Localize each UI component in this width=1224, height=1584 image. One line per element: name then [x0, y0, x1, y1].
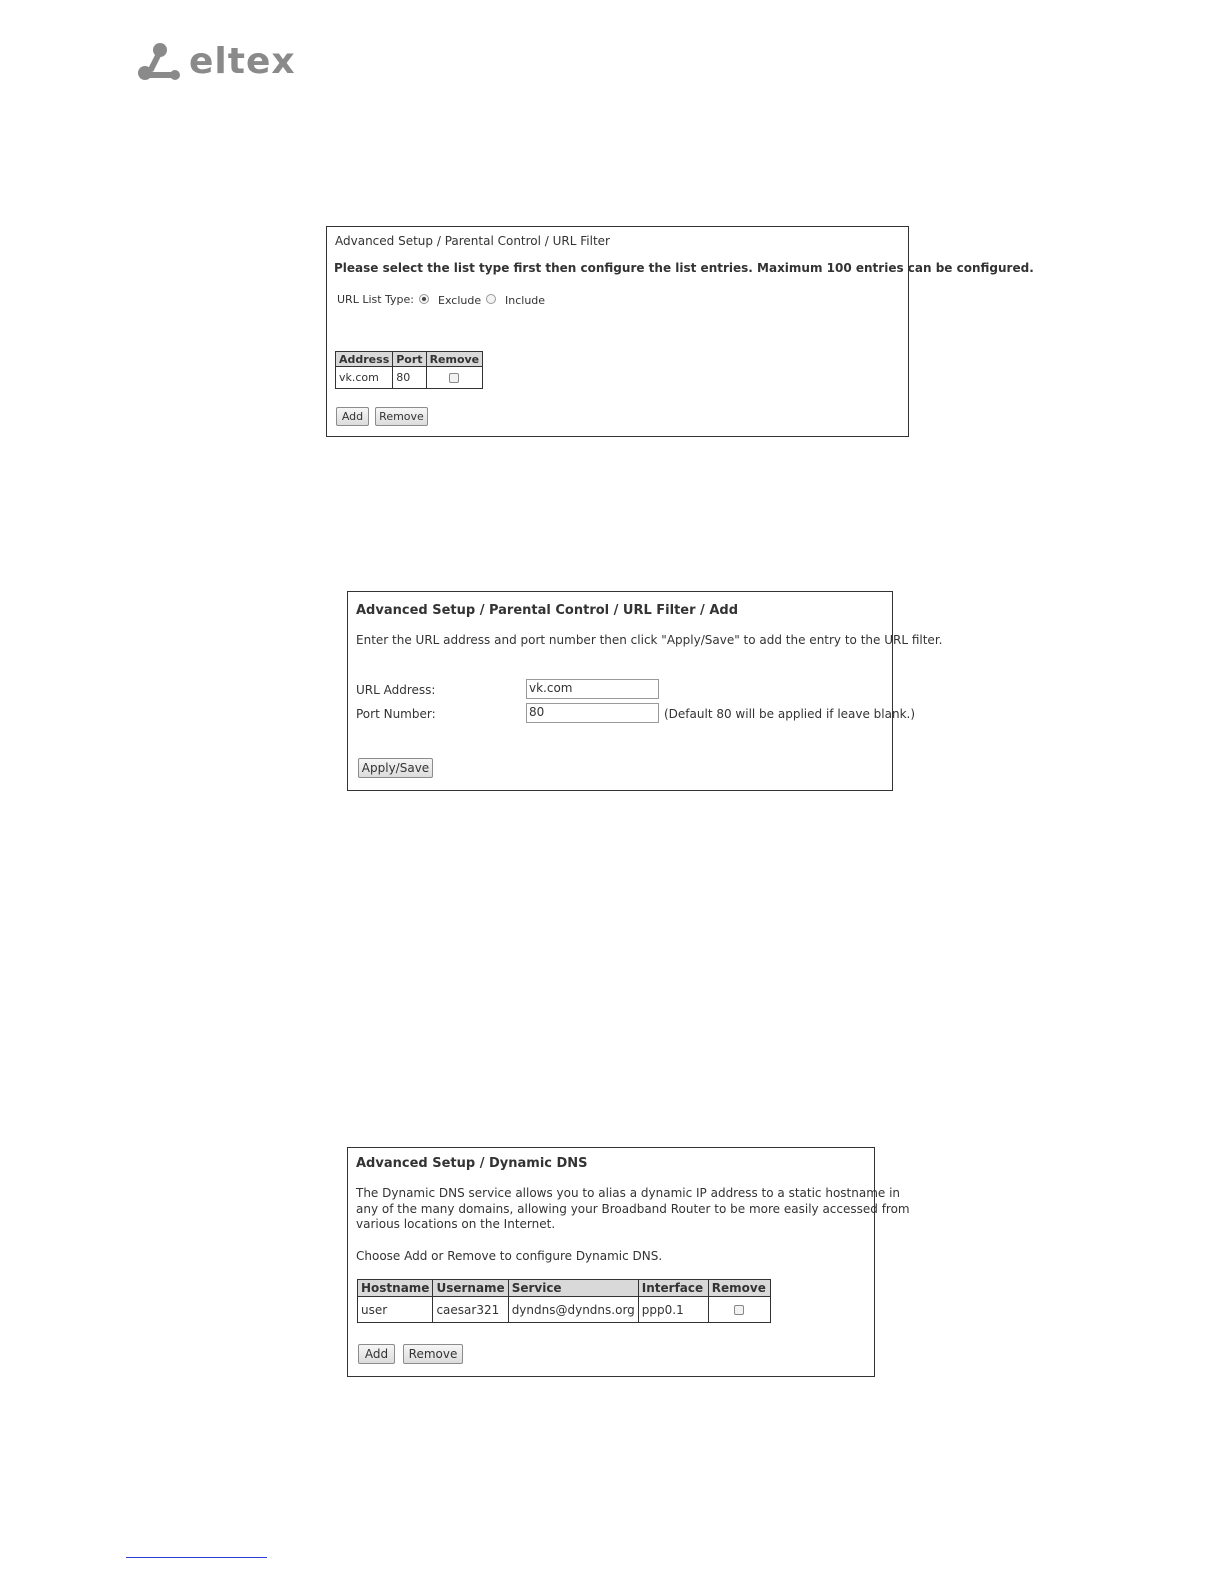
panel-title: Advanced Setup / Parental Control / URL Filter [335, 234, 610, 248]
col-interface: Interface [638, 1280, 708, 1297]
instruction-text: Enter the URL address and port number then click "Apply/Save" to add the entry to the URL filter. [356, 633, 943, 647]
col-address: Address [336, 352, 393, 367]
panel-title: Advanced Setup / Dynamic DNS [356, 1156, 588, 1171]
url-address-label: URL Address: [356, 683, 436, 697]
exclude-label: Exclude [438, 294, 482, 307]
url-filter-table [335, 351, 483, 389]
dynamic-dns-panel [347, 1147, 910, 1377]
cell-service: dyndns@dyndns.org [508, 1297, 638, 1323]
url-filter-add-panel [347, 591, 943, 791]
eltex-logo [137, 40, 296, 84]
col-service: Service [508, 1280, 638, 1297]
remove-checkbox[interactable] [449, 373, 459, 383]
remove-button[interactable]: Remove [403, 1344, 463, 1364]
cell-port: 80 [393, 367, 426, 389]
port-hint: (Default 80 will be applied if leave blank.) [664, 707, 916, 721]
col-remove: Remove [426, 352, 483, 367]
instruction-text: Please select the list type first then configure the list entries. Maximum 100 entries can be configured. [334, 261, 1034, 275]
add-button[interactable]: Add [336, 407, 369, 426]
ddns-table [357, 1279, 771, 1323]
port-number-input[interactable]: 80 [526, 703, 659, 723]
table-row [358, 1297, 771, 1323]
panel-title: Advanced Setup / Parental Control / URL Filter / Add [356, 603, 739, 618]
desc-line: any of the many domains, allowing your Broadband Router to be more easily accessed from [356, 1201, 910, 1216]
cell-interface: ppp0.1 [638, 1297, 708, 1323]
apply-save-button[interactable]: Apply/Save [358, 758, 433, 778]
desc-line: The Dynamic DNS service allows you to alias a dynamic IP address to a static hostname in [356, 1186, 901, 1200]
cell-hostname: user [358, 1297, 433, 1323]
col-remove: Remove [708, 1280, 770, 1297]
cell-remove [708, 1297, 770, 1323]
eltex-logo-icon [137, 41, 183, 83]
desc-line: various locations on the Internet. [356, 1217, 556, 1231]
footer-link-line [126, 1557, 267, 1558]
cell-remove [426, 367, 483, 389]
col-username: Username [433, 1280, 508, 1297]
exclude-radio[interactable] [419, 294, 429, 304]
col-port: Port [393, 352, 426, 367]
cell-address: vk.com [336, 367, 393, 389]
include-radio[interactable] [486, 294, 496, 304]
logo-text: eltex [189, 41, 296, 82]
url-address-input[interactable]: vk.com [526, 679, 659, 699]
col-hostname: Hostname [358, 1280, 433, 1297]
add-button[interactable]: Add [358, 1344, 395, 1364]
remove-checkbox[interactable] [734, 1305, 744, 1315]
url-filter-panel [326, 226, 1034, 437]
choose-text: Choose Add or Remove to configure Dynamic DNS. [356, 1249, 663, 1263]
table-row [336, 367, 483, 389]
list-type-label: URL List Type: [337, 293, 415, 306]
include-label: Include [505, 294, 546, 307]
port-number-label: Port Number: [356, 707, 436, 721]
cell-username: caesar321 [433, 1297, 508, 1323]
ddns-description [356, 1186, 910, 1233]
remove-button[interactable]: Remove [375, 407, 428, 426]
